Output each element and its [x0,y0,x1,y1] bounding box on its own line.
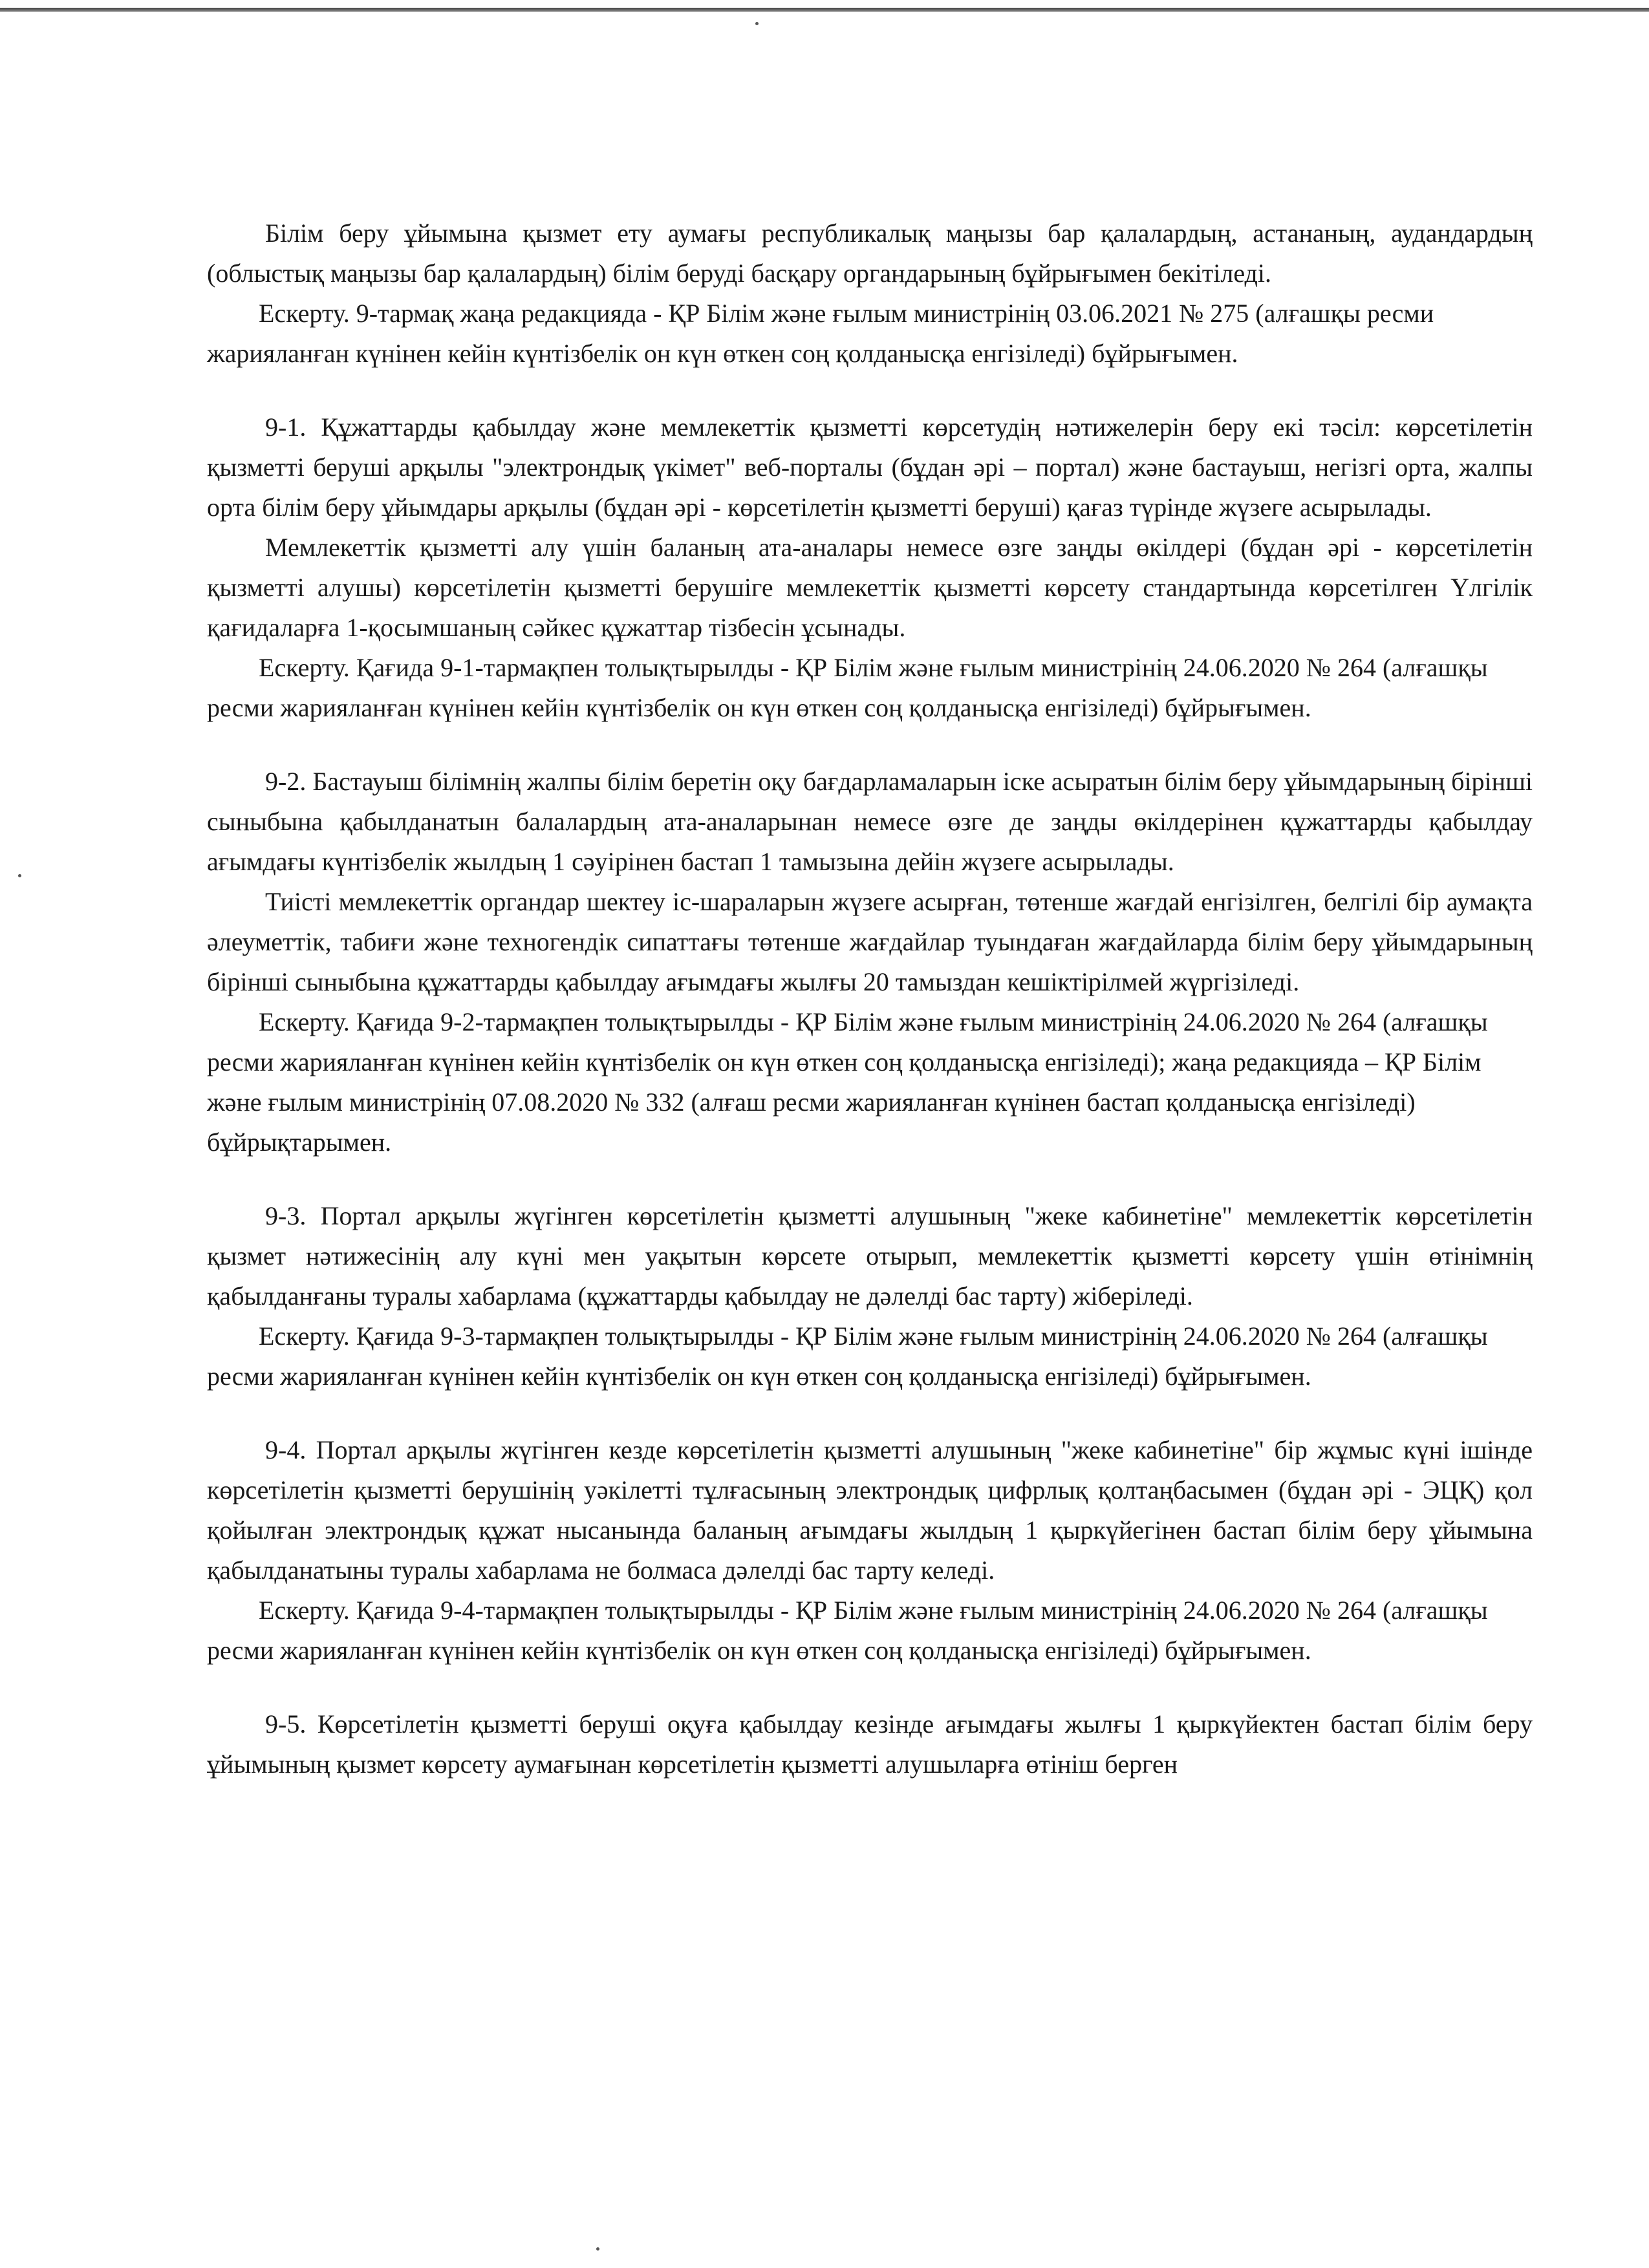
paragraph-9-5: 9-5. Көрсетілетін қызметті беруші оқуға қабылдау кезінде ағымдағы жылғы 1 қыркүйектен бастап білім беру ұйымының қызмет көрсету аумағынан көрсетілетін қызметті алушыларға өтініш берген [207,1709,1533,1779]
paragraph: Білім беру ұйымына қызмет ету аумағы республикалық маңызы бар қалалардың, астананың, аудандардың (облыстық маңызы бар қалалардың) білім беруді басқару органдарының бұйрығымен бекітіледі. [207,219,1533,288]
scan-top-edge [0,8,1649,12]
paragraph-9-1: 9-1. Құжаттарды қабылдау және мемлекеттік қызметті көрсетудің нәтижелерін беру екі тәсіл: көрсетілетін қызметті беруші арқылы "электрондық үкімет" веб-порталы (бұдан әрі – портал) және бастауыш, негізгі орта, жалпы орта білім беру ұйымдары арқылы (бұдан әрі - көрсетілетін қызметті беруші) қағаз түрінде жүзеге асырылады. [207,412,1533,522]
amendment-note: Ескерту. Қағида 9-4-тармақпен толықтырылды - ҚР Білім және ғылым министрінің 24.06.2020 № 264 (алғашқы ресми жарияланған күнінен кейін күнтізбелік он күн өткен соң қолданысқа енгізіледі) бұйрығымен. [207,1596,1488,1665]
paragraph-9-3: 9-3. Портал арқылы жүгінген көрсетілетін қызметті алушының "жеке кабинетіне" мемлекеттік көрсетілетін қызмет нәтижесінің алу күні мен уақытын көрсете отырып, мемлекеттік қызметті көрсету үшін өтінімнің қабылданғаны туралы хабарлама (құжаттарды қабылдау не дәлелді бас тарту) жіберіледі. [207,1201,1533,1311]
paragraph: Мемлекеттік қызметті алу үшін баланың ата-аналары немесе өзге заңды өкілдері (бұдан әрі - көрсетілетін қызметті алушы) көрсетілетін қызметті берушіге мемлекеттік қызметті көрсету стандартында көрсетілген Үлгілік қағидаларға 1-қосымшаның сәйкес құжаттар тізбесін ұсынады. [207,533,1533,642]
paragraph: Тиісті мемлекеттік органдар шектеу іс-шараларын жүзеге асырған, төтенше жағдай енгізілген, белгілі бір аумақта әлеуметтік, табиғи және техногендік сипаттағы төтенше жағдайлар туындаған жағдайларда білім беру ұйымдарының бірінші сыныбына құжаттарды қабылдау ағымдағы жылғы 20 тамыздан кешіктірілмей жүргізіледі. [207,887,1533,996]
scan-artifact-dot [18,874,21,877]
amendment-note: Ескерту. Қағида 9-2-тармақпен толықтырылды - ҚР Білім және ғылым министрінің 24.06.2020 № 264 (алғашқы ресми жарияланған күнінен кейін күнтізбелік он күн өткен соң қолданысқа енгізіледі); жаңа редакцияда – ҚР Білім және ғылым министрінің 07.08.2020 № 332 (алғаш ресми жарияланған күнінен бастап қолданысқа енгізіледі) бұйрықтарымен. [207,1007,1488,1157]
paragraph-9-2: 9-2. Бастауыш білімнің жалпы білім беретін оқу бағдарламаларын іске асыратын білім беру ұйымдарының бірінші сыныбына қабылданатын балалардың ата-аналарынан немесе өзге де заңды өкілдерінен құжаттарды қабылдау ағымдағы күнтізбелік жылдың 1 сәуірінен бастап 1 тамызына дейін жүзеге асырылады. [207,767,1533,876]
paragraph-9-4: 9-4. Портал арқылы жүгінген кезде көрсетілетін қызметті алушының "жеке кабинетіне" бір жұмыс күні ішінде көрсетілетін қызметті берушінің уәкілетті тұлғасының электрондық цифрлық қолтаңбасымен (бұдан әрі - ЭЦҚ) қол қойылған электрондық құжат нысанында баланың ағымдағы жылдың 1 қыркүйегінен бастап білім беру ұйымына қабылданатыны туралы хабарлама не болмаса дәлелді бас тарту келеді. [207,1435,1533,1585]
scan-artifact-dot [596,2247,599,2251]
scan-artifact-dot [755,22,759,25]
amendment-note: Ескерту. Қағида 9-1-тармақпен толықтырылды - ҚР Білім және ғылым министрінің 24.06.2020 № 264 (алғашқы ресми жарияланған күнінен кейін күнтізбелік он күн өткен соң қолданысқа енгізіледі) бұйрығымен. [207,653,1488,722]
amendment-note: Ескерту. 9-тармақ жаңа редакцияда - ҚР Білім және ғылым министрінің 03.06.2021 № 275 (алғашқы ресми жарияланған күнінен кейін күнтізбелік он күн өткен соң қолданысқа енгізіледі) бұйрығымен. [207,299,1434,368]
amendment-note: Ескерту. Қағида 9-3-тармақпен толықтырылды - ҚР Білім және ғылым министрінің 24.06.2020 № 264 (алғашқы ресми жарияланған күнінен кейін күнтізбелік он күн өткен соң қолданысқа енгізіледі) бұйрығымен. [207,1321,1488,1391]
document-page [207,213,1533,1784]
